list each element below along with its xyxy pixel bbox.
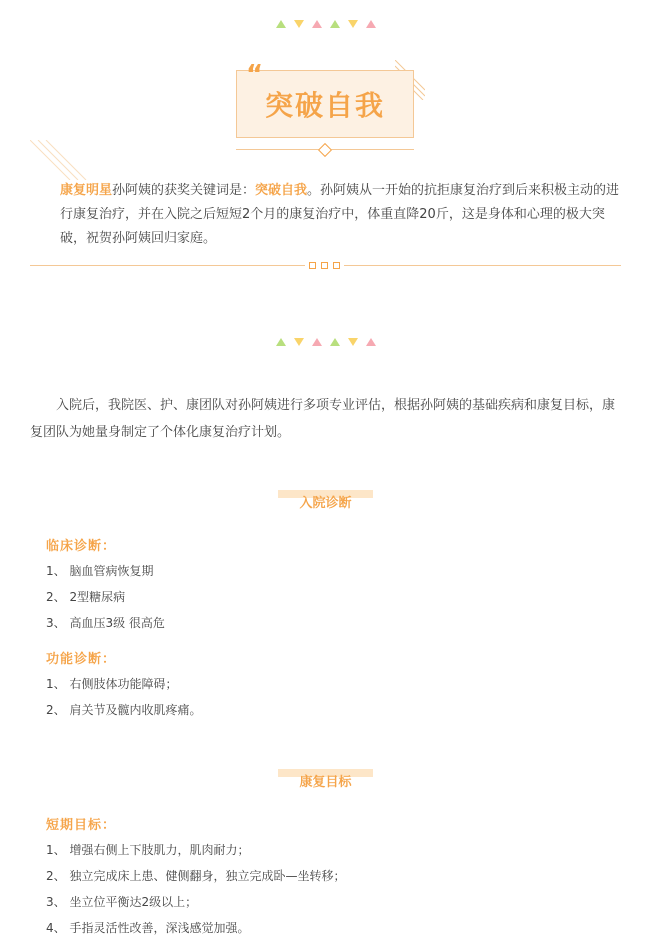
stripe-decoration-icon — [30, 140, 90, 180]
list-item: 2、 肩关节及髋内收肌疼痛。 — [46, 703, 202, 717]
list-item: 1、 脑血管病恢复期 — [46, 564, 154, 578]
body-paragraph: 入院后，我院医、护、康团队对孙阿姨进行多项专业评估，根据孙阿姨的基础疾病和康复目标，康复团队为她量身制定了个体化康复治疗计划。 — [30, 398, 616, 440]
square-icon — [309, 262, 316, 269]
square-icon — [321, 262, 328, 269]
triangle-icon — [330, 338, 340, 346]
triangle-icon — [348, 20, 358, 28]
triangle-icon — [366, 20, 376, 28]
triangle-icon — [294, 338, 304, 346]
quote-icon: “ — [246, 60, 264, 90]
functional-diagnosis-label: 功能诊断： — [46, 652, 117, 667]
triangle-decoration-top — [0, 20, 651, 28]
square-icon — [333, 262, 340, 269]
keyword-highlight: 突破自我 — [255, 183, 308, 198]
triangle-icon — [330, 20, 340, 28]
section-heading-text: 康复目标 — [299, 775, 352, 790]
list-item: 3、 坐立位平衡达2级以上； — [46, 895, 198, 909]
list-item: 2、 2型糖尿病 — [46, 590, 126, 604]
triangle-icon — [294, 20, 304, 28]
triangle-icon — [312, 338, 322, 346]
list-item: 1、 右侧肢体功能障碍； — [46, 677, 178, 691]
list-item: 4、 手指灵活性改善，深浅感觉加强。 — [46, 921, 250, 935]
page-title: 突破自我 — [264, 89, 385, 122]
triangle-icon — [276, 20, 286, 28]
list-item: 3、 高血压3级 很高危 — [46, 616, 165, 630]
list-item: 2、 独立完成床上患、健侧翻身，独立完成卧—坐转移； — [46, 869, 346, 883]
intro-text-2: 。孙阿姨从一开始的抗拒康复治疗到后来积极主动的进行康复治疗，并在入院之后短短2个月的康复治疗中，体重直降20斤，这是身体和心理的极大突破，祝贺孙阿姨回归家庭。 — [60, 183, 620, 246]
star-label: 康复明星 — [60, 183, 113, 198]
divider-squares — [305, 262, 344, 269]
triangle-icon — [348, 338, 358, 346]
triangle-icon — [366, 338, 376, 346]
triangle-icon — [276, 338, 286, 346]
clinical-diagnosis-label: 临床诊断： — [46, 539, 117, 554]
triangle-icon — [312, 20, 322, 28]
short-term-goals-label: 短期目标： — [46, 818, 117, 833]
section-heading-diagnosis — [278, 490, 373, 512]
section-heading-goals — [278, 769, 373, 791]
triangle-decoration-middle — [0, 338, 651, 346]
list-item: 1、 增强右侧上下肢肌力，肌肉耐力； — [46, 843, 250, 857]
intro-paragraph — [60, 179, 620, 251]
section-heading-text: 入院诊断 — [299, 496, 352, 511]
intro-text-1: 孙阿姨的获奖关键词是： — [112, 183, 256, 198]
diamond-icon — [318, 143, 332, 157]
